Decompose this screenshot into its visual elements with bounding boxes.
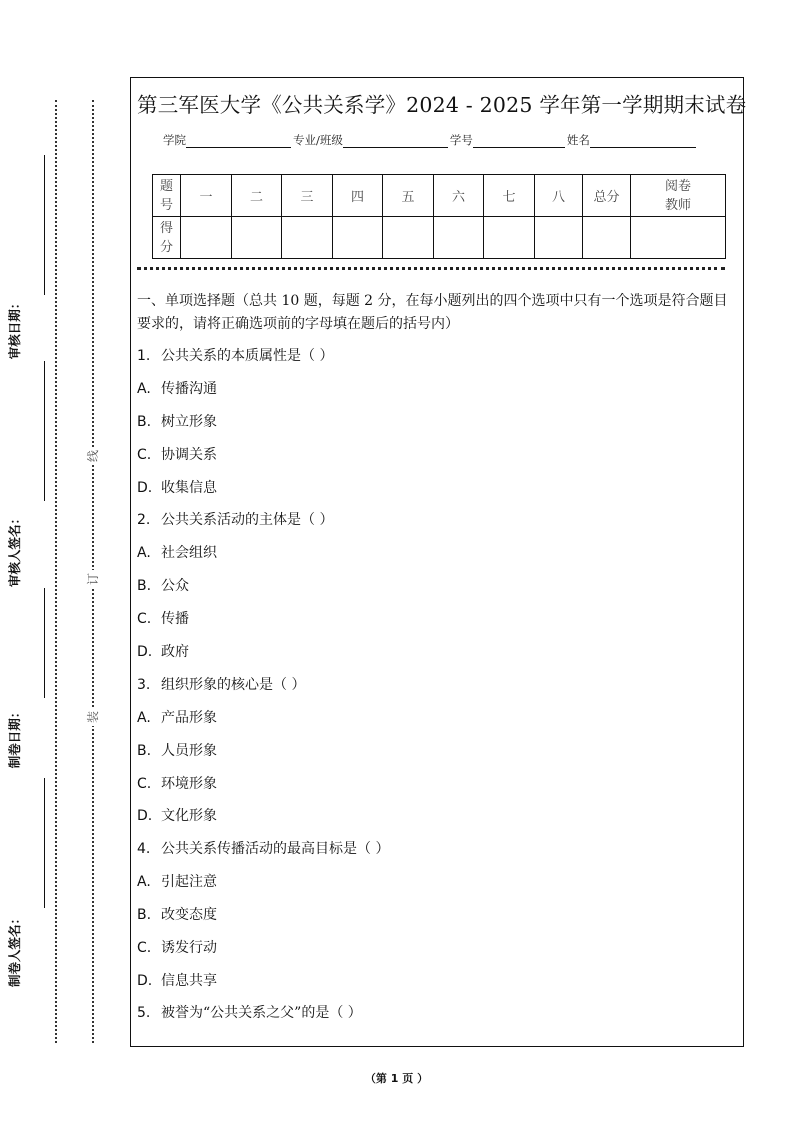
seal-char-zhuang: 装 [84, 708, 102, 726]
col-4: 四 [333, 175, 383, 217]
exam-frame [130, 77, 747, 1047]
question-5: 5. 被誉为“公共关系之父”的是（ ） [137, 1005, 362, 1021]
score-cell-6[interactable] [434, 217, 484, 259]
q4-option-c[interactable]: C. 诱发行动 [137, 940, 217, 956]
section-separator [137, 267, 725, 270]
major-class-field[interactable] [343, 135, 448, 148]
col-2: 二 [232, 175, 282, 217]
section-1-heading: 一、单项选择题（总共 10 题，每题 2 分，在每小题列出的四个选项中只有一个选项是符合题目要求的，请将正确选项前的字母填在题后的括号内） [137, 293, 728, 332]
page-number: （第 1 页 ） [364, 1072, 429, 1085]
score-cell-3[interactable] [282, 217, 333, 259]
q4-option-d[interactable]: D. 信息共享 [137, 973, 217, 989]
question-4: 4. 公共关系传播活动的最高目标是（ ） [137, 841, 390, 857]
score-cell-4[interactable] [333, 217, 383, 259]
score-cell-5[interactable] [383, 217, 434, 259]
college-label: 学院 [163, 133, 186, 147]
seal-char-ding: 订 [84, 570, 102, 588]
binding-dotted-line-outer [55, 100, 57, 1043]
q2-option-d[interactable]: D. 政府 [137, 644, 189, 660]
score-cell-grader[interactable] [631, 217, 726, 259]
question-number-header: 题 号 [153, 175, 181, 217]
student-info-row [163, 132, 698, 148]
reviewer-signature-label: 审核人签名： [7, 511, 22, 587]
paper-date-line [44, 778, 45, 908]
score-table [152, 174, 726, 259]
student-id-label: 学号 [449, 133, 473, 147]
q2-option-b[interactable]: B. 公众 [137, 578, 189, 594]
q1-option-d[interactable]: D. 收集信息 [137, 480, 217, 496]
college-field[interactable] [186, 135, 291, 148]
score-row-header: 得 分 [153, 217, 181, 259]
question-2: 2. 公共关系活动的主体是（ ） [137, 512, 334, 528]
col-3: 三 [282, 175, 333, 217]
score-cell-2[interactable] [232, 217, 282, 259]
score-cell-7[interactable] [484, 217, 535, 259]
score-cell-1[interactable] [181, 217, 232, 259]
q4-option-a[interactable]: A. 引起注意 [137, 874, 217, 890]
seal-char-xian: 线 [84, 447, 102, 465]
q2-option-c[interactable]: C. 传播 [137, 611, 189, 627]
name-field[interactable] [590, 135, 696, 148]
col-8: 八 [535, 175, 583, 217]
q4-option-b[interactable]: B. 改变态度 [137, 907, 217, 923]
score-cell-8[interactable] [535, 217, 583, 259]
col-6: 六 [434, 175, 484, 217]
q3-option-c[interactable]: C. 环境形象 [137, 776, 217, 792]
question-1: 1. 公共关系的本质属性是（ ） [137, 348, 334, 364]
q3-option-a[interactable]: A. 产品形象 [137, 710, 217, 726]
review-date-line [44, 155, 45, 295]
q1-option-b[interactable]: B. 树立形象 [137, 414, 217, 430]
q3-option-d[interactable]: D. 文化形象 [137, 808, 217, 824]
question-3: 3. 组织形象的核心是（ ） [137, 677, 306, 693]
score-table-score-row [153, 217, 726, 259]
q1-option-a[interactable]: A. 传播沟通 [137, 381, 217, 397]
student-id-field[interactable] [473, 135, 565, 148]
col-7: 七 [484, 175, 535, 217]
q2-option-a[interactable]: A. 社会组织 [137, 545, 217, 561]
exam-title: 第三军医大学《公共关系学》2024 - 2025 学年第一学期期末试卷 [137, 93, 747, 117]
review-date-label: 审核日期： [7, 296, 22, 360]
score-table-header-row [153, 175, 726, 217]
col-total: 总分 [583, 175, 631, 217]
q3-option-b[interactable]: B. 人员形象 [137, 743, 217, 759]
reviewer-signature-line [44, 361, 45, 501]
q1-option-c[interactable]: C. 协调关系 [137, 447, 217, 463]
col-1: 一 [181, 175, 232, 217]
name-label: 姓名 [566, 133, 590, 147]
paper-maker-signature-label: 制卷人签名： [7, 911, 22, 987]
reviewer-signature-line-2 [44, 588, 45, 698]
major-class-label: 专业/班级 [293, 133, 343, 147]
score-cell-total[interactable] [583, 217, 631, 259]
col-grader: 阅卷 教师 [631, 175, 726, 217]
col-5: 五 [383, 175, 434, 217]
paper-date-label: 制卷日期： [7, 705, 22, 769]
